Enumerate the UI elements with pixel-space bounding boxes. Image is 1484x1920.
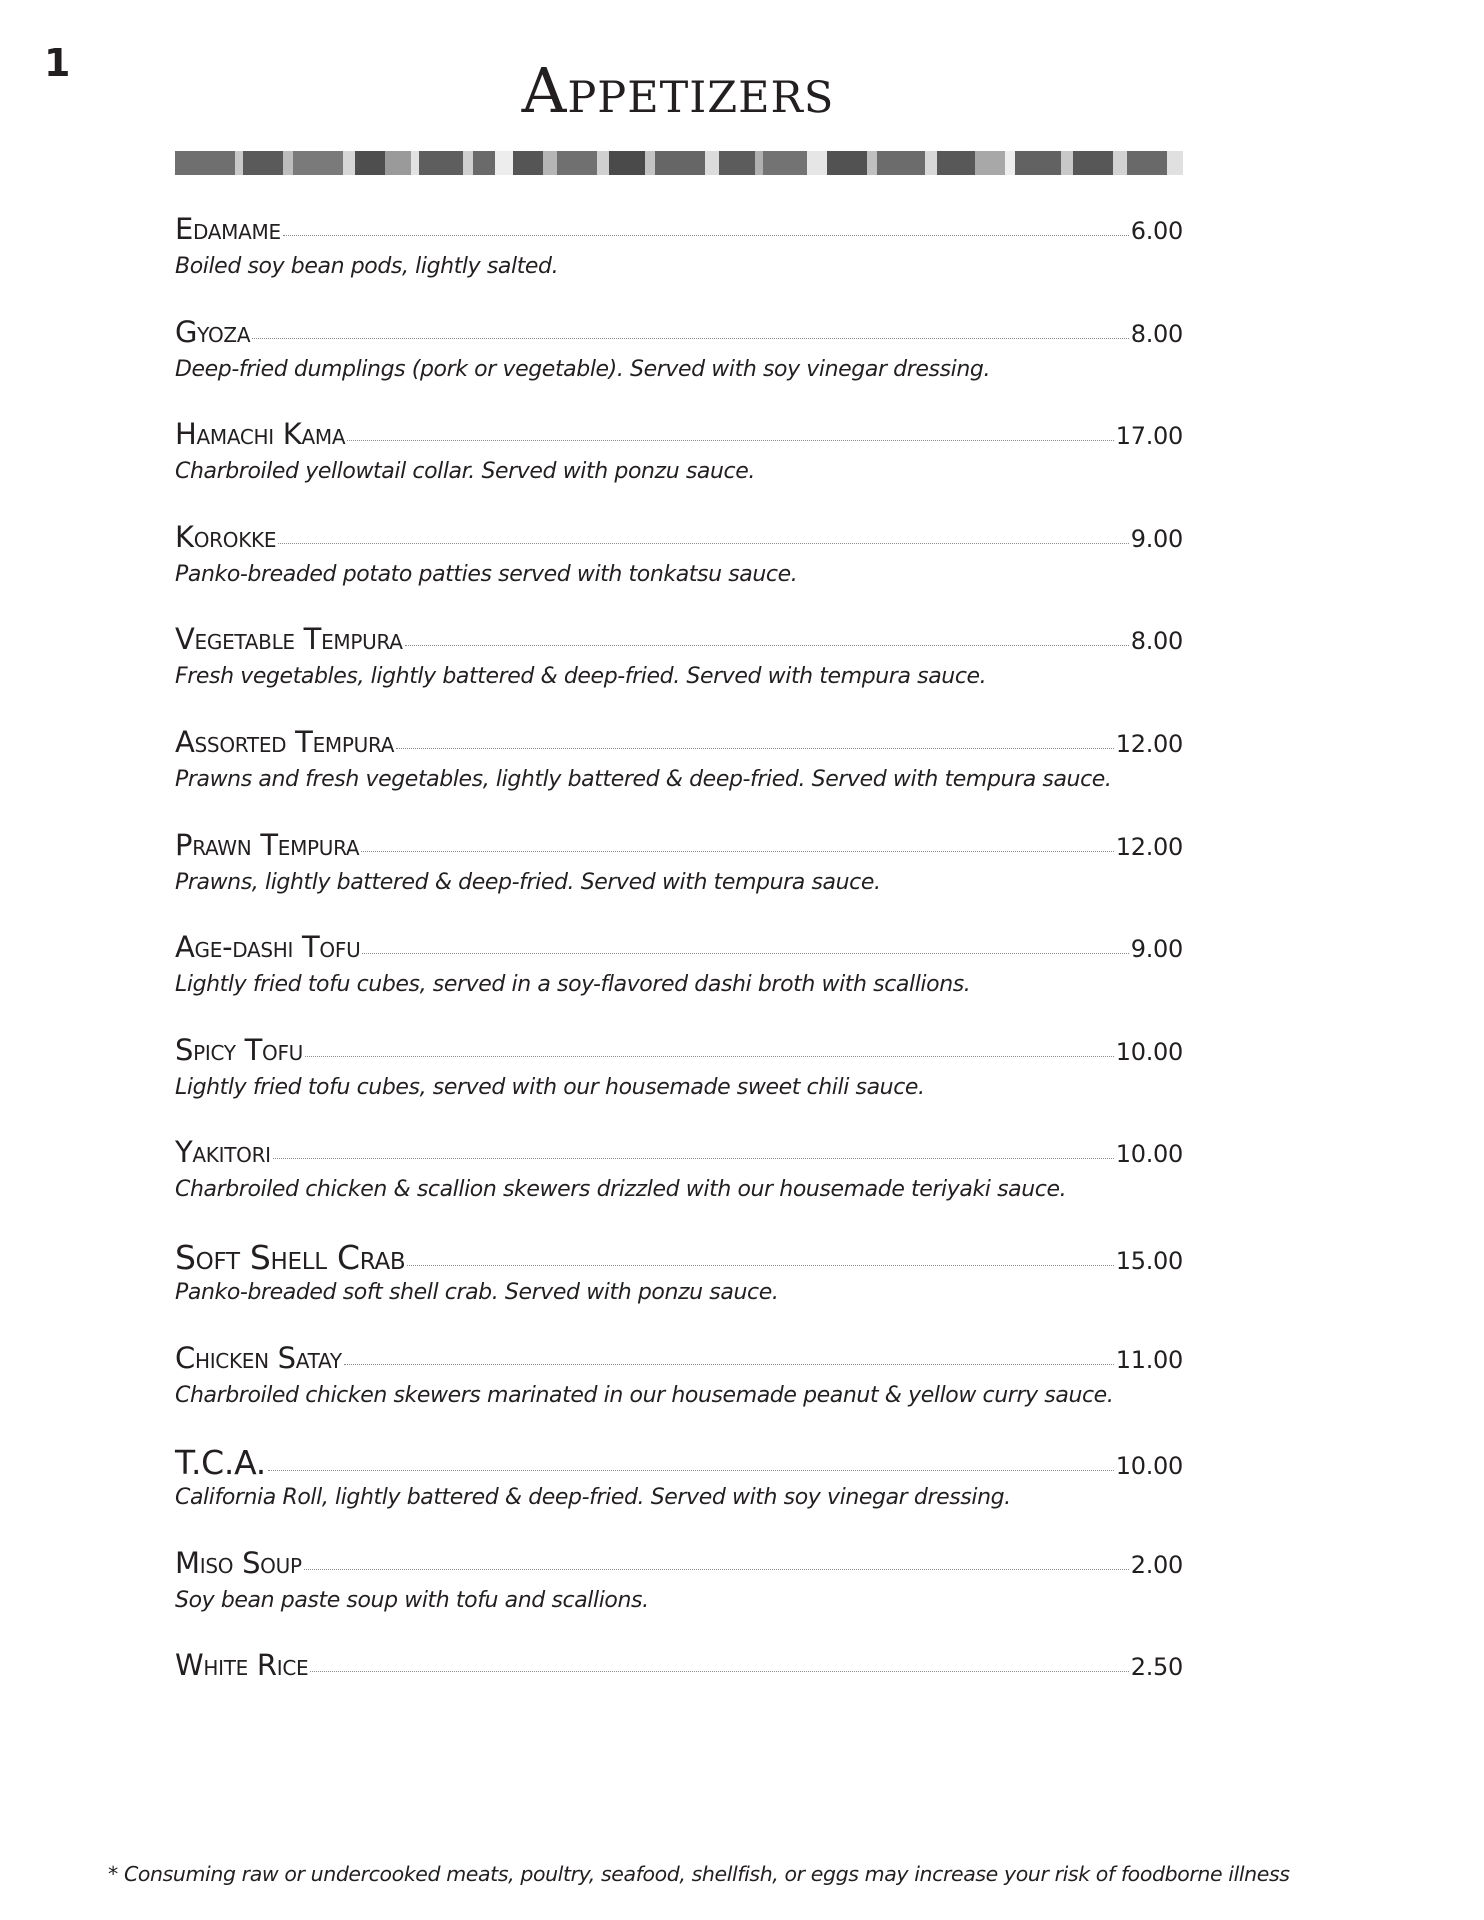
item-price: 10.00 [1115,1140,1183,1169]
decorative-banner [175,151,1183,175]
item-name: Korokke [175,519,277,554]
item-price: 2.50 [1130,1653,1183,1682]
menu-item [175,622,1183,725]
menu-item [175,417,1183,520]
item-name: T.C.A. [175,1443,266,1483]
menu-item [175,1341,1183,1444]
item-description: Fresh vegetables, lightly battered & deep-fried. Served with tempura sauce. [175,664,987,690]
item-name: Vegetable Tempura [175,622,403,657]
dot-leader [273,1158,1114,1159]
item-description: Boiled soy bean pods, lightly salted. [175,254,559,279]
menu-item [175,212,1183,315]
menu-item [175,1648,1183,1751]
dot-leader [304,1569,1129,1570]
item-name: Prawn Tempura [175,827,360,862]
item-description: Panko-breaded soft shell crab. Served with ponzu sauce. [175,1279,779,1305]
page-number: 1 [44,41,71,85]
dot-leader [405,645,1129,646]
item-description: Deep-fried dumplings (pork or vegetable). Served with soy vinegar dressing. [175,356,991,382]
item-description: Prawns, lightly battered & deep-fried. Served with tempura sauce. [175,869,881,895]
item-name: Yakitori [175,1135,271,1170]
item-description: Prawns and fresh vegetables, lightly battered & deep-fried. Served with tempura sauce. [175,766,1112,792]
item-price: 6.00 [1130,217,1183,245]
dot-leader [407,1265,1113,1266]
item-name: Spicy Tofu [175,1032,304,1067]
item-name: Gyoza [175,314,251,349]
item-name: Soft Shell Crab [175,1237,406,1277]
item-price: 15.00 [1115,1246,1183,1275]
item-description: Charbroiled chicken skewers marinated in our housemade peanut & yellow curry sauce. [175,1382,1114,1408]
dot-leader [268,1470,1114,1471]
menu-list [175,212,1183,1751]
item-name: Chicken Satay [175,1340,342,1375]
dot-leader [283,235,1129,236]
disclaimer-note: * Consuming raw or undercooked meats, poultry, seafood, shellfish, or eggs may increase your risk of foodborne illness [108,1862,1290,1886]
menu-item [175,725,1183,828]
item-price: 8.00 [1130,319,1183,348]
dot-leader [310,1671,1128,1672]
item-price: 12.00 [1115,729,1183,758]
item-name: White Rice [175,1648,309,1683]
item-description: Charbroiled chicken & scallion skewers drizzled with our housemade teriyaki sauce. [175,1177,1067,1203]
item-price: 11.00 [1115,1345,1183,1374]
menu-item [175,930,1183,1033]
page-title: Appetizers [521,54,835,127]
dot-leader [252,338,1129,339]
item-price: 10.00 [1115,1452,1183,1481]
dot-leader [344,1364,1114,1365]
dot-leader [278,543,1129,544]
item-description: Lightly fried tofu cubes, served in a soy-flavored dashi broth with scallions. [175,972,971,998]
item-price: 2.00 [1130,1550,1183,1579]
menu-item [175,828,1183,931]
dot-leader [305,1056,1114,1057]
item-name: Miso Soup [175,1545,302,1580]
item-description: Panko-breaded potato patties served with tonkatsu sauce. [175,561,798,587]
item-price: 10.00 [1115,1037,1183,1066]
item-description: California Roll, lightly battered & deep-fried. Served with soy vinegar dressing. [175,1485,1011,1511]
item-price: 9.00 [1130,524,1183,553]
item-name: Age-dashi Tofu [175,930,361,965]
item-name: Edamame [175,212,281,246]
dot-leader [396,748,1114,749]
item-name: Assorted Tempura [175,724,395,759]
item-price: 17.00 [1115,422,1183,451]
menu-item [175,315,1183,418]
menu-item [175,1135,1183,1238]
item-price: 8.00 [1130,627,1183,656]
menu-item [175,1443,1183,1546]
item-name: Hamachi Kama [175,417,346,452]
item-description: Soy bean paste soup with tofu and scallions. [175,1587,649,1613]
item-price: 9.00 [1130,935,1183,964]
dot-leader [362,953,1128,954]
menu-item [175,1238,1183,1341]
dot-leader [347,440,1114,441]
item-description: Charbroiled yellowtail collar. Served with ponzu sauce. [175,459,755,485]
menu-item [175,520,1183,623]
menu-item [175,1033,1183,1136]
dot-leader [361,851,1113,852]
item-description: Lightly fried tofu cubes, served with our housemade sweet chili sauce. [175,1074,925,1100]
item-price: 12.00 [1115,832,1183,861]
menu-item [175,1546,1183,1649]
